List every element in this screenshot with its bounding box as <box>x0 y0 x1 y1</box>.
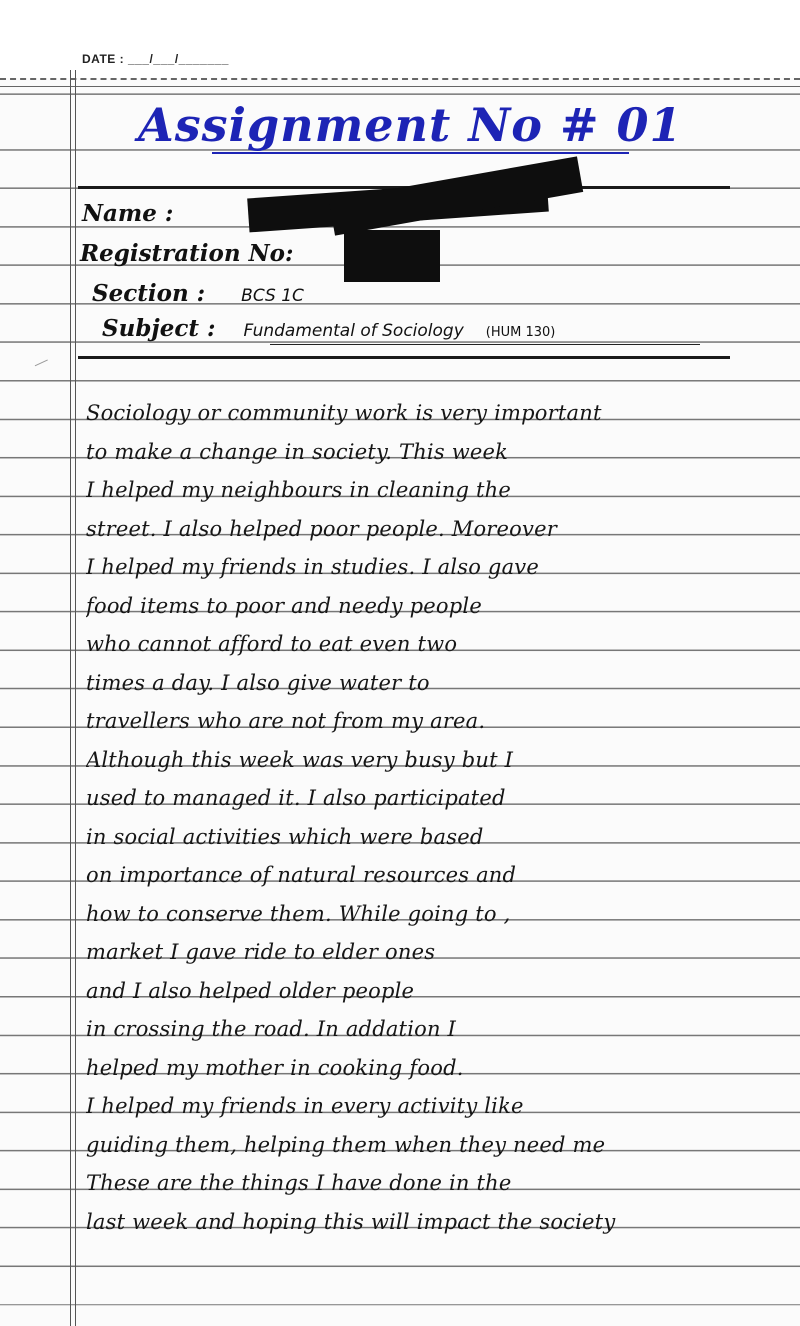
body-line: who cannot afford to eat even two <box>86 632 458 656</box>
body-line: guiding them, helping them when they need me <box>86 1132 606 1157</box>
redaction-name-top <box>329 156 583 235</box>
date-field: DATE : ___/___/_______ <box>82 52 229 66</box>
handwritten-body <box>86 394 776 1241</box>
name-field <box>82 200 173 227</box>
body-line: used to managed it. I also participated <box>86 786 506 810</box>
body-line: Sociology or community work is very important <box>86 401 602 425</box>
pencil-mark <box>35 359 51 373</box>
subject-code: (HUM 130) <box>485 325 556 340</box>
body-line: and I also helped older people <box>86 978 415 1003</box>
header-box-bottom-rule <box>78 356 730 359</box>
body-line: helped my mother in cooking food. <box>86 1055 464 1080</box>
subject-underline <box>270 344 700 345</box>
subject-value: Fundamental of Sociology <box>243 321 464 341</box>
left-margin-line-inner <box>75 70 76 1326</box>
body-line: street. I also helped poor people. Moreover <box>86 516 557 541</box>
body-line: in crossing the road. In addation I <box>86 1017 457 1041</box>
subject-field <box>102 315 555 342</box>
body-line: how to conserve them. While going to , <box>86 901 511 926</box>
section-value: BCS 1C <box>241 286 304 306</box>
redaction-registration <box>344 230 440 282</box>
name-label: Name : <box>82 200 174 227</box>
registration-label: Registration No: <box>80 240 294 267</box>
body-line: Although this week was very busy but I <box>86 747 514 772</box>
body-line: food items to poor and needy people <box>86 593 482 618</box>
subject-label: Subject : <box>102 315 216 342</box>
body-line: on importance of natural resources and <box>86 863 517 887</box>
body-line: travellers who are not from my area. <box>86 709 486 733</box>
title-underline <box>212 152 629 154</box>
body-line: in social activities which were based <box>86 824 484 849</box>
header-solid-rule <box>0 86 800 87</box>
body-line: I helped my friends in studies. I also gave <box>86 555 539 579</box>
body-line: I helped my neighbours in cleaning the <box>86 478 512 502</box>
assignment-title: Assignment No # 01 <box>138 98 683 152</box>
body-line: last week and hoping this will impact the society <box>86 1209 616 1234</box>
section-label: Section : <box>92 280 206 307</box>
body-line: I helped my friends in every activity like <box>86 1094 524 1118</box>
page-header-strip <box>0 0 800 78</box>
header-dashed-rule <box>0 78 800 80</box>
section-field <box>92 280 304 307</box>
body-line: market I gave ride to elder ones <box>86 940 436 964</box>
body-line: These are the things I have done in the <box>86 1171 512 1195</box>
body-line: to make a change in society. This week <box>86 439 509 464</box>
registration-field <box>80 240 293 267</box>
body-line: times a day. I also give water to <box>86 670 430 695</box>
left-margin-line <box>70 70 71 1326</box>
